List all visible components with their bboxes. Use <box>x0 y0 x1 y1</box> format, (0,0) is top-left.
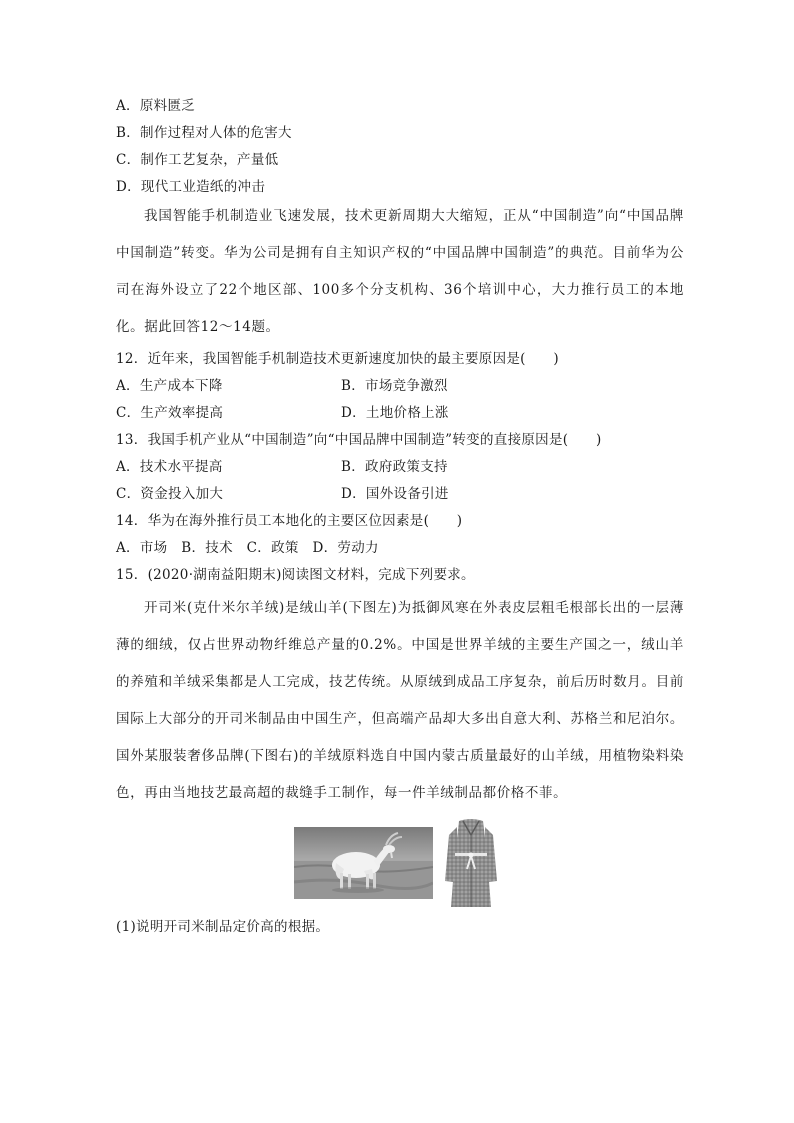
q13-option-d: D．国外设备引进 <box>341 486 449 502</box>
q15-sub1: (1)说明开司米制品定价高的根据。 <box>116 919 330 935</box>
q14-options: A．市场 B．技术 C．政策 D．劳动力 <box>116 540 379 556</box>
q13-options-row2 <box>116 485 676 503</box>
q12-option-a: A．生产成本下降 <box>116 378 223 394</box>
coat-photo <box>441 815 501 911</box>
q12-options-row2 <box>116 404 676 422</box>
goat-photo <box>294 827 433 899</box>
q13-option-a: A．技术水平提高 <box>116 459 223 475</box>
q11-option-a: A．原料匮乏 <box>116 98 196 114</box>
q13-option-b: B．政府政策支持 <box>341 459 448 475</box>
q12-options-row1 <box>116 377 676 395</box>
q13-option-c: C．资金投入加大 <box>116 486 224 502</box>
q12-option-c: C．生产效率提高 <box>116 405 224 421</box>
q11-option-c: C．制作工艺复杂，产量低 <box>116 152 279 168</box>
q12-option-b: B．市场竞争激烈 <box>341 378 448 394</box>
q12-option-d: D．土地价格上涨 <box>341 405 449 421</box>
coat-illustration <box>441 815 501 911</box>
goat-illustration <box>294 827 433 899</box>
q11-option-d: D．现代工业造纸的冲击 <box>116 179 266 195</box>
q13-stem: 13．我国手机产业从“中国制造”向“中国品牌中国制造”转变的直接原因是( ) <box>116 432 602 448</box>
q15-stem: 15．(2020·湖南益阳期末)阅读图文材料，完成下列要求。 <box>116 567 475 583</box>
q11-option-b: B．制作过程对人体的危害大 <box>116 125 292 141</box>
passage-huawei: 我国智能手机制造业飞速发展，技术更新周期大大缩短，正从“中国制造”向“中国品牌中国制造”转变。华为公司是拥有自主知识产权的“中国品牌中国制造”的典范。目前华为公司在海外设立了22个地区部、100多个分支机构、36个培训中心，大力推行员工的本地化。据此回答12～14题。 <box>116 208 684 335</box>
q12-stem: 12．近年来，我国智能手机制造技术更新速度加快的最主要原因是( ) <box>116 351 559 367</box>
q14-stem: 14．华为在海外推行员工本地化的主要区位因素是( ) <box>116 513 463 529</box>
q13-options-row1 <box>116 458 676 476</box>
q15-passage: 开司米(克什米尔羊绒)是绒山羊(下图左)为抵御风寒在外表皮层粗毛根部长出的一层薄薄的细绒，仅占世界动物纤维总产量的0.2%。中国是世界羊绒的主要生产国之一，绒山羊的养殖和羊绒采集都是人工完成，技艺传统。从原绒到成品工序复杂，前后历时数月。目前国际上大部分的开司米制品由中国生产，但高端产品却大多出自意大利、苏格兰和尼泊尔。国外某服装奢侈品牌(下图右)的羊绒原料选自中国内蒙古质量最好的山羊绒，用植物染料染色，再由当地技艺最高超的裁缝手工制作，每一件羊绒制品都价格不菲。 <box>116 600 684 801</box>
